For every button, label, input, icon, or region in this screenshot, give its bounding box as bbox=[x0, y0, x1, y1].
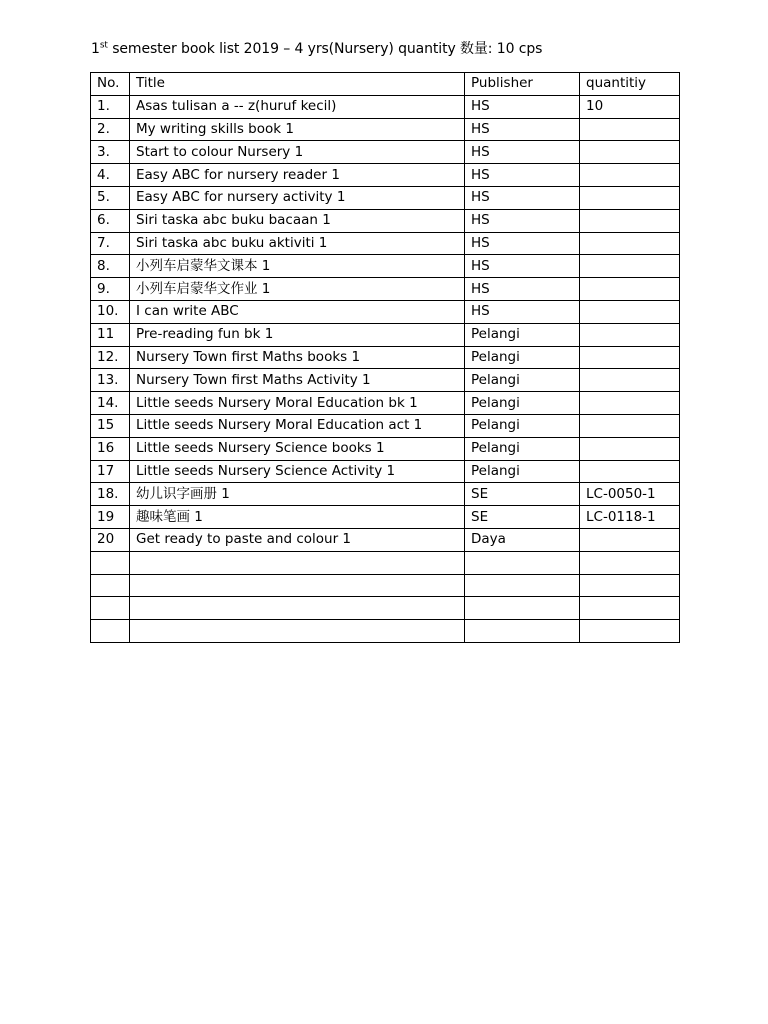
cell-no: 2. bbox=[91, 118, 130, 141]
cell-quantity: LC-0050-1 bbox=[580, 483, 680, 506]
cell-title bbox=[130, 574, 465, 597]
cell-publisher: Pelangi bbox=[465, 392, 580, 415]
table-header-row bbox=[91, 73, 680, 96]
cell-quantity bbox=[580, 232, 680, 255]
cell-publisher: HS bbox=[465, 118, 580, 141]
cell-no: 19 bbox=[91, 506, 130, 529]
cell-no: 5. bbox=[91, 186, 130, 209]
cell-no: 1. bbox=[91, 95, 130, 118]
table-row bbox=[91, 574, 680, 597]
cell-title bbox=[130, 597, 465, 620]
table-row bbox=[91, 278, 680, 301]
cell-no: 16 bbox=[91, 437, 130, 460]
cell-publisher: HS bbox=[465, 95, 580, 118]
cell-quantity bbox=[580, 551, 680, 574]
cell-title: Get ready to paste and colour 1 bbox=[130, 528, 465, 551]
cell-no bbox=[91, 620, 130, 643]
table-row bbox=[91, 528, 680, 551]
cell-title: Easy ABC for nursery reader 1 bbox=[130, 164, 465, 187]
cell-quantity bbox=[580, 300, 680, 323]
cell-no bbox=[91, 597, 130, 620]
cell-publisher: HS bbox=[465, 164, 580, 187]
cell-title: Little seeds Nursery Science Activity 1 bbox=[130, 460, 465, 483]
cell-publisher: HS bbox=[465, 186, 580, 209]
cell-no: 8. bbox=[91, 255, 130, 278]
cell-title: Start to colour Nursery 1 bbox=[130, 141, 465, 164]
table-row bbox=[91, 506, 680, 529]
cell-publisher: HS bbox=[465, 232, 580, 255]
title-text: semester book list 2019 – 4 yrs(Nursery) quantity 数量: 10 cps bbox=[107, 41, 543, 57]
cell-quantity bbox=[580, 209, 680, 232]
table-row bbox=[91, 186, 680, 209]
cell-quantity: 10 bbox=[580, 95, 680, 118]
header-title: Title bbox=[130, 73, 465, 96]
cell-publisher: Pelangi bbox=[465, 460, 580, 483]
cell-title: Siri taska abc buku aktiviti 1 bbox=[130, 232, 465, 255]
cell-title: Little seeds Nursery Moral Education act 1 bbox=[130, 414, 465, 437]
cell-title: 幼儿识字画册 1 bbox=[130, 483, 465, 506]
table-row bbox=[91, 118, 680, 141]
cell-publisher bbox=[465, 597, 580, 620]
cell-title bbox=[130, 551, 465, 574]
cell-publisher: HS bbox=[465, 209, 580, 232]
cell-quantity bbox=[580, 369, 680, 392]
cell-quantity: LC-0118-1 bbox=[580, 506, 680, 529]
cell-publisher: SE bbox=[465, 506, 580, 529]
table-body bbox=[91, 95, 680, 642]
table-row bbox=[91, 392, 680, 415]
cell-publisher bbox=[465, 574, 580, 597]
cell-quantity bbox=[580, 597, 680, 620]
table-row bbox=[91, 323, 680, 346]
header-publisher: Publisher bbox=[465, 73, 580, 96]
table-row bbox=[91, 232, 680, 255]
cell-quantity bbox=[580, 574, 680, 597]
table-row bbox=[91, 414, 680, 437]
cell-quantity bbox=[580, 392, 680, 415]
table-row bbox=[91, 460, 680, 483]
cell-quantity bbox=[580, 278, 680, 301]
cell-quantity bbox=[580, 528, 680, 551]
cell-publisher bbox=[465, 620, 580, 643]
cell-no: 4. bbox=[91, 164, 130, 187]
cell-title: Nursery Town first Maths books 1 bbox=[130, 346, 465, 369]
cell-title: Nursery Town first Maths Activity 1 bbox=[130, 369, 465, 392]
table-row bbox=[91, 483, 680, 506]
table-row bbox=[91, 95, 680, 118]
cell-no: 12. bbox=[91, 346, 130, 369]
table-row bbox=[91, 620, 680, 643]
title-number: 1 bbox=[91, 41, 100, 57]
cell-title: Siri taska abc buku bacaan 1 bbox=[130, 209, 465, 232]
cell-quantity bbox=[580, 323, 680, 346]
cell-publisher: HS bbox=[465, 278, 580, 301]
cell-publisher: HS bbox=[465, 255, 580, 278]
cell-title: Little seeds Nursery Science books 1 bbox=[130, 437, 465, 460]
cell-no: 6. bbox=[91, 209, 130, 232]
table-row bbox=[91, 141, 680, 164]
cell-no: 20 bbox=[91, 528, 130, 551]
cell-title: Asas tulisan a -- z(huruf kecil) bbox=[130, 95, 465, 118]
header-no: No. bbox=[91, 73, 130, 96]
cell-publisher: Pelangi bbox=[465, 346, 580, 369]
table-row bbox=[91, 255, 680, 278]
cell-quantity bbox=[580, 437, 680, 460]
cell-publisher: HS bbox=[465, 141, 580, 164]
cell-no: 13. bbox=[91, 369, 130, 392]
cell-title: 小列车启蒙华文作业 1 bbox=[130, 278, 465, 301]
cell-quantity bbox=[580, 346, 680, 369]
cell-no: 7. bbox=[91, 232, 130, 255]
cell-no: 10. bbox=[91, 300, 130, 323]
cell-no: 17 bbox=[91, 460, 130, 483]
cell-publisher bbox=[465, 551, 580, 574]
header-quantity: quantitiy bbox=[580, 73, 680, 96]
table-row bbox=[91, 437, 680, 460]
table-row bbox=[91, 164, 680, 187]
cell-quantity bbox=[580, 164, 680, 187]
cell-no: 3. bbox=[91, 141, 130, 164]
cell-publisher: Pelangi bbox=[465, 323, 580, 346]
cell-publisher: Daya bbox=[465, 528, 580, 551]
cell-title: Little seeds Nursery Moral Education bk 1 bbox=[130, 392, 465, 415]
table-row bbox=[91, 209, 680, 232]
cell-title bbox=[130, 620, 465, 643]
cell-quantity bbox=[580, 186, 680, 209]
cell-publisher: Pelangi bbox=[465, 414, 580, 437]
cell-no: 9. bbox=[91, 278, 130, 301]
cell-no: 11 bbox=[91, 323, 130, 346]
table-row bbox=[91, 551, 680, 574]
cell-no: 15 bbox=[91, 414, 130, 437]
cell-title: 小列车启蒙华文课本 1 bbox=[130, 255, 465, 278]
cell-title: I can write ABC bbox=[130, 300, 465, 323]
cell-no: 18. bbox=[91, 483, 130, 506]
cell-title: 趣味笔画 1 bbox=[130, 506, 465, 529]
cell-publisher: Pelangi bbox=[465, 369, 580, 392]
table-row bbox=[91, 369, 680, 392]
cell-quantity bbox=[580, 460, 680, 483]
cell-quantity bbox=[580, 414, 680, 437]
table-row bbox=[91, 300, 680, 323]
cell-title: Pre-reading fun bk 1 bbox=[130, 323, 465, 346]
book-list-table bbox=[90, 72, 680, 643]
cell-no bbox=[91, 551, 130, 574]
table-row bbox=[91, 346, 680, 369]
cell-quantity bbox=[580, 118, 680, 141]
cell-quantity bbox=[580, 255, 680, 278]
cell-publisher: SE bbox=[465, 483, 580, 506]
cell-quantity bbox=[580, 141, 680, 164]
title-superscript: st bbox=[99, 40, 108, 51]
cell-no bbox=[91, 574, 130, 597]
cell-title: Easy ABC for nursery activity 1 bbox=[130, 186, 465, 209]
table-row bbox=[91, 597, 680, 620]
cell-publisher: Pelangi bbox=[465, 437, 580, 460]
cell-quantity bbox=[580, 620, 680, 643]
cell-no: 14. bbox=[91, 392, 130, 415]
cell-title: My writing skills book 1 bbox=[130, 118, 465, 141]
cell-publisher: HS bbox=[465, 300, 580, 323]
page-title bbox=[91, 38, 542, 58]
